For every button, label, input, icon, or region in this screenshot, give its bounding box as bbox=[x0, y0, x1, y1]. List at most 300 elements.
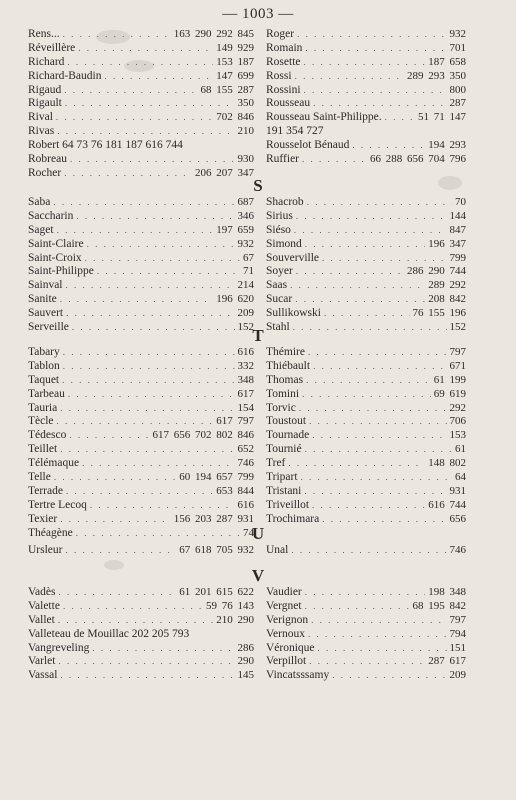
index-entry bbox=[266, 642, 466, 656]
dot-leader bbox=[58, 655, 234, 669]
dot-leader bbox=[66, 279, 235, 293]
entry-name: Robreau bbox=[28, 153, 67, 166]
index-entry bbox=[266, 429, 466, 443]
index-entry bbox=[266, 293, 466, 307]
entry-name: Trochimara bbox=[266, 512, 320, 525]
dot-leader bbox=[313, 97, 446, 111]
dot-leader bbox=[57, 224, 214, 238]
index-entry bbox=[28, 293, 254, 307]
entry-pages: 617 bbox=[237, 387, 254, 400]
dot-leader bbox=[70, 153, 235, 167]
index-entry bbox=[266, 614, 466, 628]
index-entry bbox=[28, 307, 254, 321]
dot-leader bbox=[76, 210, 234, 224]
dot-leader bbox=[306, 374, 431, 388]
index-entry bbox=[266, 224, 466, 238]
dot-leader bbox=[58, 614, 213, 628]
entry-pages: 706 bbox=[449, 415, 466, 428]
entry-name: Thémire bbox=[266, 346, 305, 358]
index-entry bbox=[28, 346, 254, 360]
entry-name: Vassal bbox=[28, 669, 58, 682]
entry-pages: 156 203 287 931 bbox=[173, 512, 254, 525]
entry-pages: 197 659 bbox=[216, 223, 254, 236]
entry-pages: 932 bbox=[237, 237, 254, 250]
index-entry bbox=[266, 655, 466, 669]
entry-pages: 332 bbox=[237, 359, 254, 372]
entry-pages: 59 76 143 bbox=[206, 599, 254, 612]
entry-name: Sullikowski bbox=[266, 307, 321, 320]
entry-name: Sanite bbox=[28, 293, 57, 306]
index-entry bbox=[28, 471, 254, 485]
entry-name: Vallet bbox=[28, 613, 55, 626]
section-s-right-column bbox=[266, 196, 466, 335]
entry-name: Tècle bbox=[28, 415, 54, 428]
dot-leader bbox=[62, 374, 234, 388]
index-entry bbox=[28, 485, 254, 499]
entry-pages: 209 bbox=[237, 307, 254, 320]
section-letter-u: U bbox=[251, 524, 265, 543]
entry-pages: 289 293 350 bbox=[407, 69, 466, 82]
dot-leader bbox=[64, 84, 197, 98]
entry-pages: 61 199 bbox=[433, 373, 466, 386]
index-entry bbox=[28, 196, 254, 210]
index-entry bbox=[28, 628, 254, 642]
index-entry bbox=[266, 360, 466, 374]
dot-leader bbox=[60, 443, 234, 457]
index-entry bbox=[266, 265, 466, 279]
dot-leader bbox=[305, 600, 410, 614]
dot-leader bbox=[82, 457, 234, 471]
entry-name: Réveillère bbox=[28, 41, 76, 54]
entry-name: Telle bbox=[28, 471, 51, 484]
index-entry bbox=[266, 544, 466, 558]
entry-name: Saas bbox=[266, 279, 288, 292]
index-entry bbox=[28, 655, 254, 669]
dot-leader bbox=[66, 485, 213, 499]
entry-pages: 68 155 287 bbox=[200, 83, 254, 96]
section-u-right-column bbox=[266, 544, 466, 558]
entry-pages: 687 bbox=[237, 196, 254, 208]
entry-name: Tomini bbox=[266, 387, 300, 400]
index-entry bbox=[28, 125, 254, 139]
paper-stain bbox=[438, 176, 462, 190]
dot-leader bbox=[66, 307, 234, 321]
entry-name: Rivas bbox=[28, 125, 55, 138]
entry-pages: 210 290 bbox=[216, 613, 254, 626]
entry-pages: 69 619 bbox=[433, 387, 466, 400]
entry-name: Terrade bbox=[28, 484, 63, 497]
index-entry bbox=[266, 499, 466, 513]
entry-name: Tarbeau bbox=[28, 387, 65, 400]
entry-pages: 153 187 bbox=[216, 55, 254, 68]
index-entry bbox=[266, 628, 466, 642]
index-entry bbox=[28, 402, 254, 416]
entry-pages: 151 bbox=[449, 641, 466, 654]
index-entry bbox=[28, 42, 254, 56]
entry-pages: 931 bbox=[449, 484, 466, 497]
entry-name: Stahl bbox=[266, 321, 290, 334]
index-entry bbox=[28, 443, 254, 457]
dot-leader bbox=[296, 210, 447, 224]
dot-leader bbox=[308, 628, 447, 642]
entry-name: Rosette bbox=[266, 55, 301, 68]
entry-name: Vaudier bbox=[266, 586, 302, 598]
entry-pages: 70 bbox=[455, 196, 466, 208]
entry-name: Romain bbox=[266, 41, 303, 54]
entry-pages: 671 bbox=[449, 359, 466, 372]
index-entry bbox=[266, 471, 466, 485]
index-entry bbox=[28, 279, 254, 293]
dot-leader bbox=[324, 307, 410, 321]
dot-leader bbox=[69, 429, 149, 443]
index-entry bbox=[28, 499, 254, 513]
entry-name: Sirius bbox=[266, 209, 293, 222]
index-entry bbox=[266, 97, 466, 111]
index-entry bbox=[266, 669, 466, 683]
entry-pages: 794 bbox=[449, 627, 466, 640]
dot-leader bbox=[92, 642, 234, 656]
index-entry bbox=[28, 360, 254, 374]
dot-leader bbox=[54, 471, 176, 485]
index-entry bbox=[28, 238, 254, 252]
section-u-left-column bbox=[28, 544, 254, 558]
dot-leader bbox=[97, 265, 240, 279]
index-entry bbox=[28, 429, 254, 443]
entry-name: Ruffier bbox=[266, 153, 300, 166]
entry-pages: 746 bbox=[237, 457, 254, 470]
index-entry bbox=[266, 402, 466, 416]
dot-leader bbox=[307, 196, 452, 210]
entry-name: Véronique bbox=[266, 641, 315, 654]
index-entry bbox=[266, 415, 466, 429]
entry-pages: 60 194 657 799 bbox=[179, 471, 254, 484]
dot-leader bbox=[305, 42, 446, 56]
entry-pages: 194 293 bbox=[428, 139, 466, 152]
index-entry bbox=[266, 252, 466, 266]
entry-name: Tripart bbox=[266, 471, 298, 484]
section-v-left-column bbox=[28, 586, 254, 683]
entry-name: Roger bbox=[266, 28, 295, 40]
dot-leader bbox=[309, 415, 446, 429]
dot-leader bbox=[78, 42, 213, 56]
entry-pages: 616 bbox=[237, 498, 254, 511]
dot-leader bbox=[288, 457, 425, 471]
entry-name: Saint-Claire bbox=[28, 237, 84, 250]
entry-pages: 145 bbox=[237, 669, 254, 682]
entry-pages: 290 bbox=[237, 655, 254, 668]
entry-name: Rigault bbox=[28, 97, 62, 110]
entry-name: Tref bbox=[266, 457, 286, 470]
entry-pages: 210 bbox=[237, 125, 254, 138]
entry-name: Serveille bbox=[28, 321, 69, 334]
entry-pages: 348 bbox=[237, 373, 254, 386]
index-entry bbox=[266, 346, 466, 360]
index-entry bbox=[266, 111, 466, 125]
dot-leader bbox=[302, 388, 431, 402]
entry-pages: 198 348 bbox=[428, 586, 466, 598]
index-entry bbox=[266, 279, 466, 293]
entry-pages: 67 bbox=[243, 251, 254, 264]
dot-leader bbox=[57, 125, 234, 139]
entry-pages: 616 744 bbox=[428, 498, 466, 511]
entry-pages: 847 bbox=[449, 223, 466, 236]
index-entry bbox=[28, 544, 254, 558]
section-letter-v: V bbox=[251, 566, 265, 585]
top-left-column bbox=[28, 28, 254, 181]
dot-leader bbox=[68, 388, 235, 402]
dot-leader bbox=[63, 360, 235, 374]
entry-pages: 350 bbox=[237, 97, 254, 110]
entry-name: Vangreveling bbox=[28, 641, 90, 654]
entry-name: Tournade bbox=[266, 429, 310, 442]
index-entry bbox=[28, 374, 254, 388]
index-entry bbox=[28, 84, 254, 98]
index-entry bbox=[28, 265, 254, 279]
entry-name: Thomas bbox=[266, 373, 304, 386]
entry-pages: 149 929 bbox=[216, 41, 254, 54]
entry-name: Valleteau de Mouillac 202 205 793 bbox=[28, 627, 190, 640]
entry-pages: 653 844 bbox=[216, 484, 254, 497]
entry-name: Rossini bbox=[266, 83, 301, 96]
entry-name: 191 354 727 bbox=[266, 125, 324, 138]
entry-pages: 71 bbox=[243, 265, 254, 278]
entry-name: Thiébault bbox=[266, 359, 311, 372]
entry-name: Teillet bbox=[28, 443, 58, 456]
dot-leader bbox=[66, 544, 177, 558]
entry-pages: 652 bbox=[237, 443, 254, 456]
entry-name: Varlet bbox=[28, 655, 56, 668]
entry-pages: 287 617 bbox=[428, 655, 466, 668]
entry-name: Rousseau bbox=[266, 97, 311, 110]
entry-pages: 144 bbox=[449, 209, 466, 222]
entry-pages: 152 bbox=[237, 321, 254, 334]
dot-leader bbox=[87, 238, 235, 252]
entry-name: Taquet bbox=[28, 373, 60, 386]
entry-pages: 656 bbox=[449, 512, 466, 525]
entry-pages: 66 288 656 704 796 bbox=[370, 153, 466, 166]
entry-pages: 292 bbox=[449, 401, 466, 414]
entry-pages: 67 618 705 932 bbox=[179, 544, 254, 556]
entry-pages: 797 bbox=[449, 346, 466, 358]
entry-name: Rossi bbox=[266, 69, 292, 82]
entry-pages: 799 bbox=[449, 251, 466, 264]
top-right-column bbox=[266, 28, 466, 167]
entry-pages: 196 620 bbox=[216, 293, 254, 306]
entry-pages: 51 71 147 bbox=[418, 111, 466, 124]
index-entry bbox=[266, 238, 466, 252]
entry-pages: 702 846 bbox=[216, 111, 254, 124]
entry-pages: 701 bbox=[449, 41, 466, 54]
dot-leader bbox=[311, 614, 446, 628]
entry-pages: 163 290 292 845 bbox=[173, 28, 254, 40]
index-entry bbox=[266, 307, 466, 321]
dot-leader bbox=[85, 252, 240, 266]
entry-pages: 64 bbox=[455, 471, 466, 484]
entry-pages: 147 699 bbox=[216, 69, 254, 82]
index-entry bbox=[266, 388, 466, 402]
entry-name: Rival bbox=[28, 111, 53, 124]
entry-name: Tabary bbox=[28, 346, 60, 358]
dot-leader bbox=[294, 224, 447, 238]
dot-leader bbox=[305, 586, 425, 600]
index-entry bbox=[28, 600, 254, 614]
entry-name: Tédesco bbox=[28, 429, 67, 442]
entry-name: Rocher bbox=[28, 166, 62, 179]
dot-leader bbox=[58, 586, 176, 600]
dot-leader bbox=[299, 402, 447, 416]
entry-name: Saint-Croix bbox=[28, 251, 82, 264]
section-letter-s: S bbox=[253, 176, 263, 195]
dot-leader bbox=[318, 642, 447, 656]
entry-name: Saint-Philippe bbox=[28, 265, 94, 278]
index-entry bbox=[266, 210, 466, 224]
entry-name: Soyer bbox=[266, 265, 293, 278]
entry-name: Sucar bbox=[266, 293, 293, 306]
entry-name: Vincatsssamy bbox=[266, 669, 330, 682]
dot-leader bbox=[90, 499, 235, 513]
dot-leader bbox=[291, 544, 446, 558]
index-entry bbox=[28, 111, 254, 125]
entry-pages: 152 bbox=[449, 321, 466, 334]
index-entry bbox=[28, 415, 254, 429]
index-entry bbox=[28, 139, 254, 153]
entry-name: Saba bbox=[28, 196, 51, 208]
dot-leader bbox=[301, 471, 452, 485]
index-entry bbox=[28, 586, 254, 600]
dot-leader bbox=[312, 499, 425, 513]
entry-name: Unal bbox=[266, 544, 289, 556]
index-entry bbox=[266, 443, 466, 457]
index-entry bbox=[266, 70, 466, 84]
dot-leader bbox=[60, 293, 214, 307]
index-entry bbox=[28, 210, 254, 224]
index-entry bbox=[28, 224, 254, 238]
dot-leader bbox=[305, 238, 425, 252]
dot-leader bbox=[56, 111, 213, 125]
entry-name: Sainval bbox=[28, 279, 63, 292]
entry-name: Rigaud bbox=[28, 83, 62, 96]
paper-stain bbox=[124, 60, 154, 72]
index-entry bbox=[266, 56, 466, 70]
entry-pages: 61 bbox=[455, 443, 466, 456]
entry-pages: 287 bbox=[449, 97, 466, 110]
index-entry bbox=[28, 457, 254, 471]
index-entry bbox=[266, 84, 466, 98]
index-entry bbox=[266, 600, 466, 614]
section-t-left-column bbox=[28, 346, 254, 540]
index-entry bbox=[28, 252, 254, 266]
section-v-right-column bbox=[266, 586, 466, 683]
entry-pages: 932 bbox=[449, 28, 466, 40]
entry-name: Ursleur bbox=[28, 544, 63, 556]
entry-pages: 346 bbox=[237, 209, 254, 222]
entry-name: Vergnet bbox=[266, 599, 302, 612]
dot-leader bbox=[297, 28, 446, 42]
entry-name: Vadès bbox=[28, 586, 56, 598]
entry-pages: 208 842 bbox=[428, 293, 466, 306]
index-entry bbox=[266, 374, 466, 388]
index-entry bbox=[266, 139, 466, 153]
index-entry bbox=[266, 485, 466, 499]
index-entry bbox=[266, 125, 466, 139]
entry-pages: 154 bbox=[237, 401, 254, 414]
entry-name: Sauvert bbox=[28, 307, 64, 320]
index-entry bbox=[28, 28, 254, 42]
entry-name: Siéso bbox=[266, 223, 291, 236]
entry-name: Rousselot Bénaud bbox=[266, 139, 350, 152]
entry-name: Théagène bbox=[28, 526, 73, 539]
entry-pages: 746 bbox=[449, 544, 466, 556]
entry-pages: 187 658 bbox=[428, 55, 466, 68]
dot-leader bbox=[290, 279, 425, 293]
entry-pages: 286 290 744 bbox=[407, 265, 466, 278]
index-entry bbox=[28, 153, 254, 167]
section-t-right-column bbox=[266, 346, 466, 527]
entry-name: Verpillot bbox=[266, 655, 307, 668]
entry-name: Télémaque bbox=[28, 457, 80, 470]
page-number: — 1003 — bbox=[222, 6, 294, 22]
entry-name: Tristani bbox=[266, 484, 302, 497]
dot-leader bbox=[104, 70, 213, 84]
dot-leader bbox=[304, 56, 426, 70]
entry-name: Tournié bbox=[266, 443, 302, 456]
entry-name: Tertre Lecoq bbox=[28, 498, 87, 511]
dot-leader bbox=[352, 139, 425, 153]
dot-leader bbox=[313, 360, 446, 374]
entry-pages: 76 155 196 bbox=[412, 307, 466, 320]
entry-pages: 617 656 702 802 846 bbox=[152, 429, 254, 442]
dot-leader bbox=[304, 485, 446, 499]
dot-leader bbox=[322, 252, 446, 266]
dot-leader bbox=[308, 346, 447, 360]
index-entry bbox=[266, 586, 466, 600]
entry-name: Rens... bbox=[28, 28, 60, 40]
dot-leader bbox=[60, 402, 234, 416]
dot-leader bbox=[304, 84, 447, 98]
dot-leader bbox=[296, 265, 404, 279]
entry-pages: 61 201 615 622 bbox=[179, 586, 254, 598]
entry-pages: 206 207 347 bbox=[195, 166, 254, 179]
entry-name: Richard-Baudin bbox=[28, 69, 102, 82]
index-entry bbox=[28, 388, 254, 402]
entry-pages: 153 bbox=[449, 429, 466, 442]
index-entry bbox=[28, 642, 254, 656]
entry-name: Saccharin bbox=[28, 209, 74, 222]
index-entry bbox=[28, 614, 254, 628]
entry-name: Rousseau Saint-Philippe. bbox=[266, 111, 382, 124]
index-entry bbox=[28, 669, 254, 683]
entry-name: Tablon bbox=[28, 359, 60, 372]
entry-name: Shacrob bbox=[266, 196, 304, 208]
entry-name: Valette bbox=[28, 599, 60, 612]
entry-pages: 616 bbox=[237, 346, 254, 358]
dot-leader bbox=[295, 293, 425, 307]
section-s-left-column bbox=[28, 196, 254, 335]
entry-pages: 797 bbox=[449, 613, 466, 626]
index-entry bbox=[266, 196, 466, 210]
entry-name: Robert 64 73 76 181 187 616 744 bbox=[28, 139, 183, 152]
entry-name: Triveillot bbox=[266, 498, 310, 511]
entry-pages: 209 bbox=[449, 669, 466, 682]
dot-leader bbox=[63, 600, 203, 614]
entry-pages: 196 347 bbox=[428, 237, 466, 250]
index-entry bbox=[266, 28, 466, 42]
dot-leader bbox=[63, 346, 235, 360]
index-entry bbox=[28, 97, 254, 111]
entry-name: Simond bbox=[266, 237, 302, 250]
dot-leader bbox=[65, 97, 235, 111]
dot-leader bbox=[53, 196, 234, 210]
